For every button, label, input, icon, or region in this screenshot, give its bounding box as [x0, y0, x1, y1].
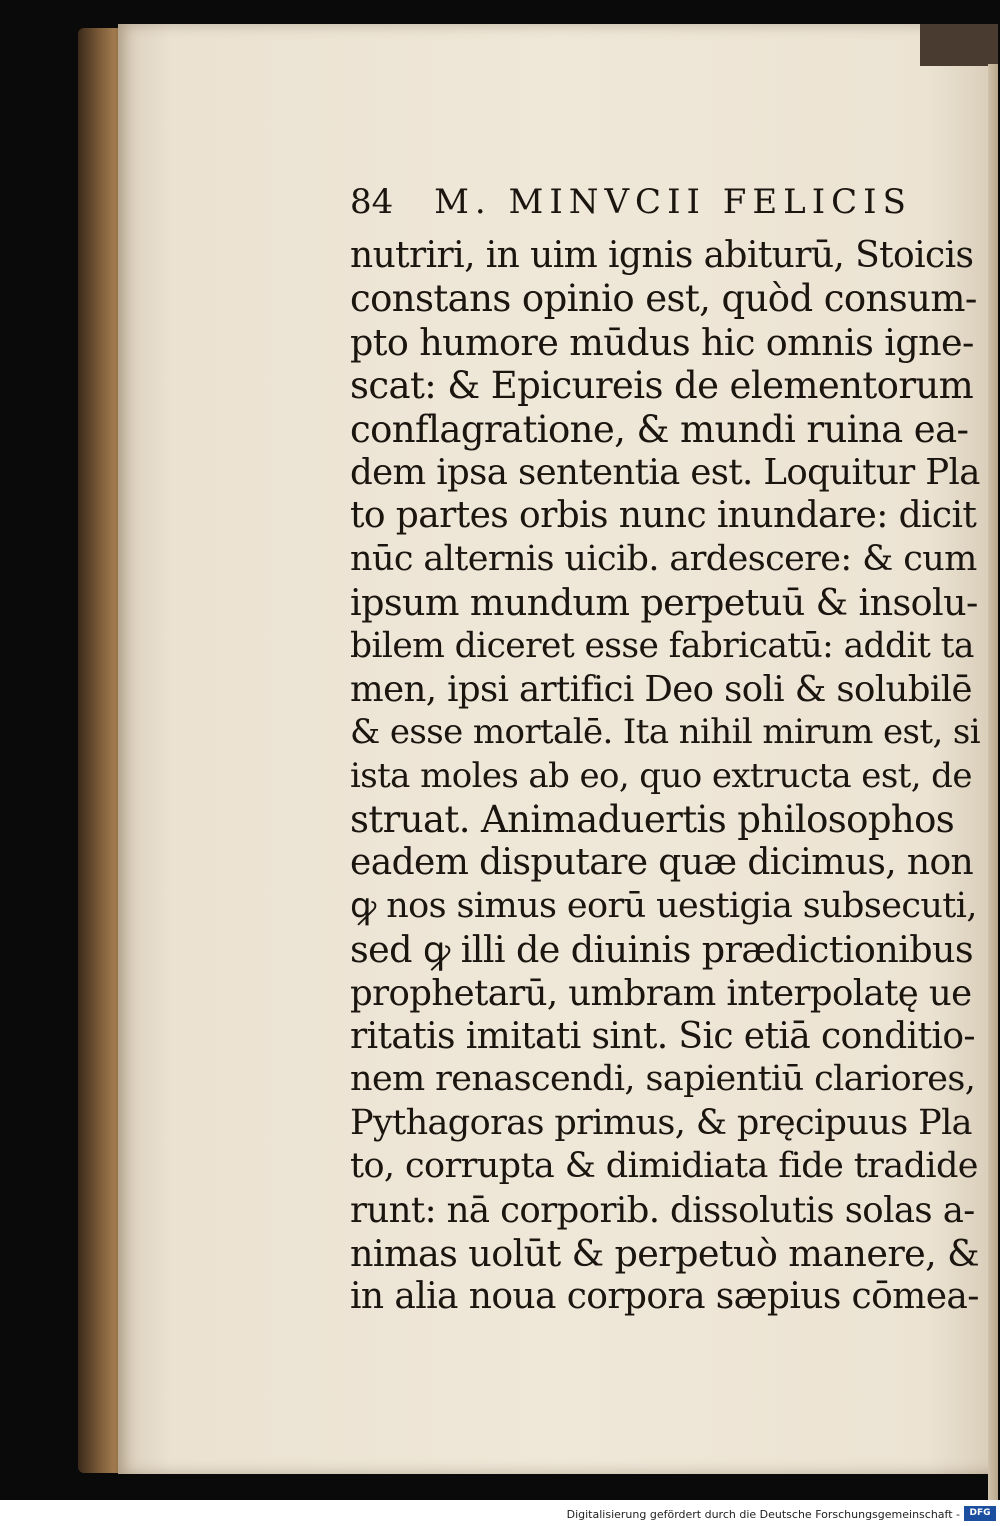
text-line: conflagratione, & mundi ruina ea-: [350, 407, 969, 451]
running-header: [350, 180, 980, 234]
text-line: men, ipsi artifici Deo soli & solubilē: [350, 668, 972, 710]
text-line: nimas uolūt & perpetuò manere, &: [350, 1231, 980, 1275]
text-line: prophetarū, umbram interpolatę ue: [350, 972, 972, 1014]
running-head-title: M. MINVCII FELICIS: [434, 182, 912, 222]
page-text: [350, 180, 980, 1319]
text-line: to, corrupta & dimidiata fide tradide: [350, 1146, 978, 1187]
text-line: & esse mortalē. Ita nihil mirum est, si: [350, 712, 981, 753]
text-line: constans opinio est, quòd consum-: [350, 277, 977, 321]
text-line: nūc alternis uicib. ardescere: & cum: [350, 538, 977, 579]
text-line: nem renascendi, sapientiū clariores,: [350, 1059, 976, 1100]
page-right-edge: [988, 64, 998, 1504]
text-line: pto humore mūdus hic omnis igne-: [350, 320, 974, 364]
page-number: 84: [350, 182, 394, 222]
text-line: nutriri, in uim ignis abiturū, Stoicis: [350, 235, 974, 276]
page-corner-shadow: [920, 24, 998, 66]
text-line: dem ipsa sententia est. Loquitur Pla: [350, 451, 980, 493]
text-line: Pythagoras primus, & pręcipuus Pla: [350, 1102, 972, 1143]
text-line: runt: nā corporib. dissolutis solas a-: [350, 1189, 975, 1231]
text-line: scat: & Epicureis de elementorum: [350, 364, 974, 408]
text-line: ipsum mundum perpetuū & insolu-: [350, 581, 978, 625]
text-line: ꝙ nos simus eorū uestigia subsecuti,: [350, 885, 977, 926]
text-line: to partes orbis nunc inundare: dicit: [350, 495, 977, 537]
text-line: struat. Animaduertis philosophos: [350, 798, 955, 842]
text-line: eadem disputare quæ dicimus, non: [350, 842, 974, 884]
funding-credit: Digitalisierung gefördert durch die Deutsche Forschungsgemeinschaft -: [566, 1508, 960, 1521]
dfg-logo: DFG: [964, 1506, 996, 1521]
text-line: bilem diceret esse fabricatū: addit ta: [350, 625, 974, 666]
text-line: ritatis imitati sint. Sic etiā conditio-: [350, 1016, 975, 1058]
text-line: sed ꝙ illi de diuinis prædictionibus: [350, 928, 974, 972]
text-line: in alia noua corpora sæpius cōmea-: [350, 1276, 979, 1318]
text-line: ista moles ab eo, quo extructa est, de: [350, 755, 972, 796]
